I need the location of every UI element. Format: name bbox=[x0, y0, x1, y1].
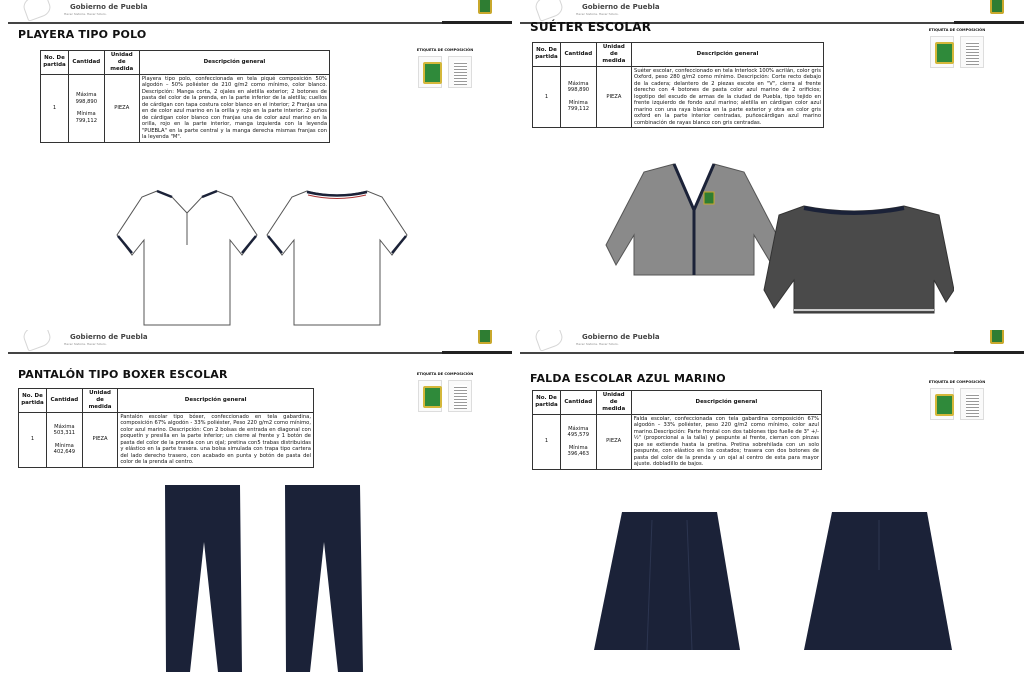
table-row bbox=[19, 412, 314, 467]
label-back-image bbox=[448, 380, 472, 412]
org-subtitle: Hacer historia. Hacer futuro. bbox=[64, 12, 107, 16]
partida-cell: 1 bbox=[533, 414, 561, 469]
page-playera-polo bbox=[0, 0, 512, 341]
cantidad-cell bbox=[560, 66, 596, 128]
composition-label bbox=[410, 372, 480, 412]
cantidad-min: Mínima 402,649 bbox=[53, 442, 76, 456]
composition-label-title: ETIQUETA DE COMPOSICIÓN bbox=[416, 48, 474, 52]
composition-label-title: ETIQUETA DE COMPOSICIÓN bbox=[416, 372, 474, 376]
table-header-row bbox=[19, 389, 314, 413]
col-unidad: Unidad de medida bbox=[596, 43, 631, 67]
cantidad-max: Máxima 495,579 bbox=[567, 425, 589, 439]
label-front-image bbox=[418, 56, 442, 88]
cantidad-max: Máxima 998,890 bbox=[567, 80, 590, 94]
descripcion-cell: Pantalón escolar tipo bóxer, confeccionado en tela gabardina, composición 67% algodón - 33% poliéster, Peso 220 g/m2 como mínimo, color azul marino. Descripción: Con 2 bolsas de entrada en diagonal con poquetín y presilla en la parte inferior; un cierre al frente y 1 botón de pasta del color de la prenda con un ojal; pretina con5 trabas distribuidas y elástico en la parte trasera. una bolsa simulada con trapa tipo cartera del lado derecho trasero, con acabado en punta y botón de pasta del color de la prenda al centro. bbox=[118, 412, 314, 467]
partida-cell: 1 bbox=[19, 412, 47, 467]
label-back-image bbox=[960, 36, 984, 68]
cantidad-cell bbox=[68, 74, 104, 142]
composition-label bbox=[922, 380, 992, 420]
label-back-image bbox=[960, 388, 984, 420]
composition-label bbox=[922, 28, 992, 68]
page-pantalon-boxer bbox=[0, 330, 512, 683]
page-header bbox=[532, 330, 1012, 352]
table-header-row bbox=[41, 51, 330, 75]
org-name: Gobierno de Puebla bbox=[70, 3, 148, 11]
sweater-images bbox=[604, 160, 954, 320]
table-header-row bbox=[533, 391, 822, 415]
header-divider bbox=[8, 22, 512, 24]
label-back-image bbox=[448, 56, 472, 88]
col-descripcion: Descripción general bbox=[118, 389, 314, 413]
puebla-logo-icon bbox=[21, 330, 53, 352]
polo-shirt-images bbox=[112, 185, 412, 330]
cantidad-min: Mínima 799,112 bbox=[75, 111, 98, 124]
col-descripcion: Descripción general bbox=[632, 43, 824, 67]
item-title: SUÉTER ESCOLAR bbox=[530, 20, 652, 34]
col-unidad: Unidad de medida bbox=[82, 389, 118, 413]
table-header-row bbox=[533, 43, 824, 67]
item-title: FALDA ESCOLAR AZUL MARINO bbox=[530, 372, 726, 385]
col-cantidad: Cantidad bbox=[560, 391, 596, 415]
col-cantidad: Cantidad bbox=[560, 43, 596, 67]
cantidad-max: Máxima 503,311 bbox=[53, 423, 76, 437]
unidad-cell: PIEZA bbox=[596, 66, 631, 128]
cantidad-min: Mínima 396,463 bbox=[567, 444, 589, 458]
spec-table bbox=[532, 390, 822, 470]
puebla-logo-icon bbox=[533, 330, 565, 352]
composition-label bbox=[410, 48, 480, 88]
label-front-image bbox=[930, 36, 954, 68]
descripcion-cell: Playera tipo polo, confeccionada en tela piqué composición 50% algodón – 50% poliéster de 210 g/m2 como mínimo, color blanco. Descripción: Manga corta, 2 ojales en aletilla exterior; 2 botones de pasta del color de la prenda, en la parte inferior de la aletilla; cuellos de cárdigan con tapa costura color blanco en el interior; 2 Franjas una en de color azul marino en la orilla y rojo en la parte interior. 2 puños de cárdigan color blanco con franjas una de color azul marino en la orilla, rojo en la parte interior, manga izquierda con la leyenda "PUEBLA" en la parte central y la manga derecha mismas franjas con la leyenda "M". bbox=[139, 74, 329, 142]
col-partida: No. De partida bbox=[533, 43, 561, 67]
cantidad-min: Mínima 799,112 bbox=[567, 99, 590, 113]
coat-of-arms-icon bbox=[478, 0, 492, 14]
col-partida: No. De partida bbox=[533, 391, 561, 415]
crest-icon bbox=[704, 192, 714, 204]
puebla-logo-icon bbox=[21, 0, 53, 22]
coat-of-arms-icon bbox=[990, 0, 1004, 14]
cantidad-cell bbox=[46, 412, 82, 467]
org-name: Gobierno de Puebla bbox=[70, 333, 148, 341]
col-cantidad: Cantidad bbox=[68, 51, 104, 75]
label-front-image bbox=[930, 388, 954, 420]
skirt-images bbox=[592, 510, 962, 655]
label-front-image bbox=[418, 380, 442, 412]
descripcion-cell: Falda escolar, confeccionada con tela gabardina composición 67% algodón – 33% poliéster, peso 220 g/m2 como mínimo, color azul marino.Descripción: Parte frontal con dos tablones tipo fuelle de 3" +/- ½" (proporcional a la talla) y pespunte al frente, cierran con pinzas que se extiende hasta la pretina. Pretina sobrehilada con un solo pespunte, con elástico en los costados; trasera con dos botones de pasta del color de la prenda y un ojal al centro de esta para mayor ajuste. dobladillo de bajos. bbox=[631, 414, 821, 469]
descripcion-cell: Suéter escolar, confeccionado en tela Interlock 100% acrilán, color gris Oxford, peso 280 g/m2 como mínimo. Descripción: Corte recto debajo de la cadera; delantero de 2 piezas escote en "V", cierra al frente derecho con 4 botones de pasta color azul marino de 2 orificios; logotipo del escudo de armas de la ciudad de Puebla, tipo tejido en frente izquierdo de fondo azul marino; aletilla en cárdigan color azul marino con una raya blanca en la parte exterior y otra en color gris oxford en la parte interior centradas, puñoscárdigan azul marino combinación de rayas blanco con gris centradas. bbox=[632, 66, 824, 128]
coat-of-arms-icon bbox=[478, 330, 492, 344]
spec-table bbox=[18, 388, 314, 468]
header-divider bbox=[8, 352, 512, 354]
org-subtitle: Hacer historia. Hacer futuro. bbox=[64, 342, 107, 346]
col-partida: No. De partida bbox=[19, 389, 47, 413]
spec-table bbox=[40, 50, 330, 143]
cantidad-cell bbox=[560, 414, 596, 469]
page-falda-escolar bbox=[512, 330, 1024, 683]
page-header bbox=[532, 0, 1012, 22]
org-name: Gobierno de Puebla bbox=[582, 333, 660, 341]
org-subtitle: Hacer historia. Hacer futuro. bbox=[576, 342, 619, 346]
composition-label-title: ETIQUETA DE COMPOSICIÓN bbox=[928, 28, 986, 32]
table-row bbox=[533, 66, 824, 128]
coat-of-arms-icon bbox=[990, 330, 1004, 344]
puebla-logo-icon bbox=[533, 0, 565, 22]
cantidad-max: Máxima 998,890 bbox=[75, 92, 98, 105]
col-descripcion: Descripción general bbox=[631, 391, 821, 415]
item-title: PANTALÓN TIPO BOXER ESCOLAR bbox=[18, 368, 228, 381]
table-row bbox=[533, 414, 822, 469]
table-row bbox=[41, 74, 330, 142]
composition-label-title: ETIQUETA DE COMPOSICIÓN bbox=[928, 380, 986, 384]
page-header bbox=[20, 330, 500, 352]
org-name: Gobierno de Puebla bbox=[582, 3, 660, 11]
partida-cell: 1 bbox=[533, 66, 561, 128]
partida-cell: 1 bbox=[41, 74, 69, 142]
col-descripcion: Descripción general bbox=[139, 51, 329, 75]
page-header bbox=[20, 0, 500, 22]
unidad-cell: PIEZA bbox=[596, 414, 631, 469]
page-sueter-escolar bbox=[512, 0, 1024, 341]
unidad-cell: PIEZA bbox=[104, 74, 139, 142]
spec-table bbox=[532, 42, 824, 128]
col-cantidad: Cantidad bbox=[46, 389, 82, 413]
col-partida: No. De partida bbox=[41, 51, 69, 75]
col-unidad: Unidad de medida bbox=[596, 391, 631, 415]
header-divider bbox=[520, 352, 1024, 354]
org-subtitle: Hacer historia. Hacer futuro. bbox=[576, 12, 619, 16]
pants-images bbox=[160, 482, 370, 677]
col-unidad: Unidad de medida bbox=[104, 51, 139, 75]
item-title: PLAYERA TIPO POLO bbox=[18, 28, 147, 41]
unidad-cell: PIEZA bbox=[82, 412, 118, 467]
